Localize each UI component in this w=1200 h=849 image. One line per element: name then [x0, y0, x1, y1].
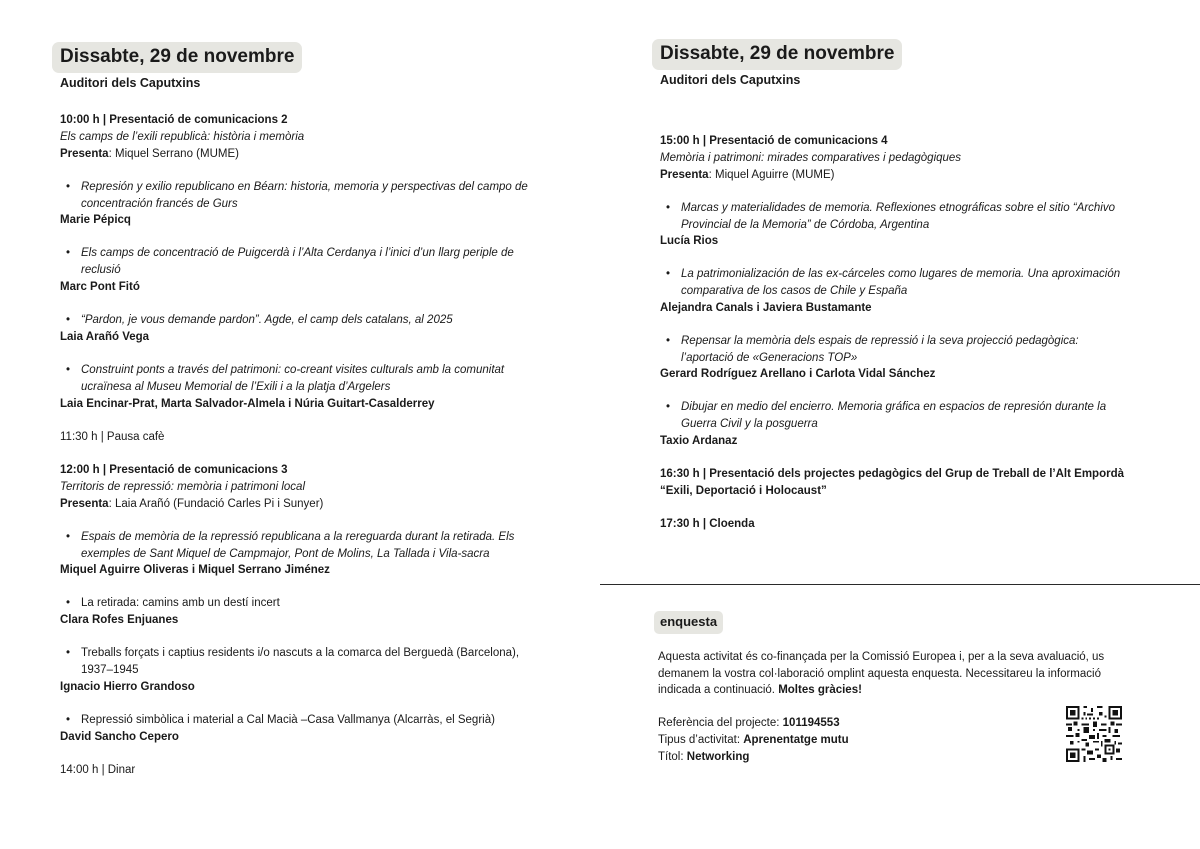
bullet-icon: •: [666, 268, 671, 280]
closing-time: 17:30 h | Cloenda: [660, 518, 755, 530]
presenter-label: Presenta: [660, 169, 709, 181]
presenter-name: : Laia Arañó (Fundació Carles Pi i Sunyer): [108, 498, 324, 510]
activity-title: [658, 749, 749, 766]
title-line: Espais de memòria de la repressió republicana a la rereguarda durant la retirada. Els: [81, 531, 515, 543]
list-item-author: Miquel Aguirre Oliveras i Miquel Serrano Jiménez: [60, 564, 330, 576]
session-subtitle: Territoris de repressió: memòria i patrimoni local: [60, 481, 305, 493]
title-line: Treballs forçats i captius residents i/o nascuts a la comarca del Berguedà (Barcelona),: [81, 647, 520, 659]
ref-value: 101194553: [782, 717, 840, 729]
session-subtitle: Memòria i patrimoni: mirades comparatives i pedagògiques: [660, 152, 962, 164]
title-line: reclusió: [81, 263, 121, 276]
projects-line: 16:30 h | Presentació dels projectes pedagògics del Grup de Treball de l’Alt Empordà: [660, 468, 1124, 480]
list-item-author: Marie Pépicq: [60, 214, 131, 226]
list-item-title: [681, 399, 1106, 432]
title-line: La patrimonialización de las ex-cárceles como lugares de memoria. Una aproximación: [681, 268, 1121, 280]
title-line: La retirada: camins amb un destí incert: [81, 597, 280, 609]
survey-text-line: Aquesta activitat és co-finançada per la Comissió Europea i, per a la seva avaluació, us: [658, 651, 1105, 663]
session-time-title: 15:00 h | Presentació de comunicacions 4: [660, 135, 888, 147]
title-line: Construint ponts a través del patrimoni: co-creant visites culturals amb la comunitat: [81, 364, 505, 376]
projects-session: [660, 466, 1124, 499]
list-item-author: Ignacio Hierro Grandoso: [60, 681, 195, 693]
bullet-icon: •: [666, 202, 671, 214]
list-item-author: Laia Encinar-Prat, Marta Salvador-Almela i Núria Guitart-Casalderrey: [60, 398, 435, 410]
title-value: Networking: [686, 751, 750, 763]
bullet-icon: •: [66, 181, 71, 193]
list-item-title: [81, 312, 453, 329]
presenter-name: : Miquel Serrano (MUME): [108, 148, 239, 160]
title-line: 1937–1945: [81, 663, 139, 676]
type-label: Tipus d’activitat:: [658, 734, 744, 746]
session-presenter: [60, 496, 323, 513]
survey-description: [658, 649, 1104, 699]
title-label: Títol:: [658, 751, 687, 763]
project-reference: [658, 715, 840, 732]
day-heading: Dissabte, 29 de novembre: [52, 42, 302, 73]
projects-line: “Exili, Deportació i Holocaust”: [660, 484, 827, 497]
survey-thanks: Moltes gràcies!: [778, 684, 862, 697]
title-line: Guerra Civil y la posguerra: [681, 417, 818, 430]
qr-code-icon[interactable]: [1066, 706, 1122, 762]
title-line: Els camps de concentració de Puigcerdà i l’Alta Cerdanya i l’inici d’un llarg periple de: [81, 247, 514, 259]
list-item-title: [81, 245, 514, 278]
title-line: “Pardon, je vous demande pardon”. Agde, el camp dels catalans, al 2025: [81, 314, 453, 326]
bullet-icon: •: [66, 597, 71, 609]
session-time-title: 12:00 h | Presentació de comunicacions 3: [60, 464, 288, 476]
title-line: Marcas y materialidades de memoria. Reflexiones etnográficas sobre el sitio “Archivo: [681, 202, 1115, 214]
list-item-author: Taxio Ardanaz: [660, 435, 738, 447]
day-heading: Dissabte, 29 de novembre: [652, 39, 902, 70]
venue: Auditori dels Caputxins: [60, 76, 201, 90]
presenter-label: Presenta: [60, 148, 109, 160]
title-line: Dibujar en medio del encierro. Memoria gráfica en espacios de represión durante la: [681, 401, 1107, 413]
title-line: Provincial de la Memoria” de Córdoba, Argentina: [681, 218, 930, 231]
session-subtitle: Els camps de l’exili republicà: història i memòria: [60, 131, 305, 143]
bullet-icon: •: [666, 401, 671, 413]
title-line: concentración francés de Gurs: [81, 197, 238, 210]
lunch-time: 14:00 h | Dinar: [60, 764, 136, 776]
list-item-title: [681, 200, 1115, 233]
title-line: l’aportació de «Generacions TOP»: [681, 351, 858, 364]
session-presenter: [660, 167, 834, 184]
survey-text-line: demanem la vostra col·laboració omplint aquesta enquesta. Necessitareu la informació: [658, 667, 1101, 680]
bullet-icon: •: [66, 314, 71, 326]
list-item-author: Marc Pont Fitó: [60, 281, 140, 293]
list-item-author: Clara Rofes Enjuanes: [60, 614, 179, 626]
title-line: Repensar la memòria dels espais de repressió i la seva projecció pedagògica:: [681, 335, 1079, 347]
list-item-title: [81, 362, 504, 395]
bullet-icon: •: [66, 531, 71, 543]
survey-text-end: indicada a continuació.: [658, 684, 779, 697]
list-item-title: [681, 333, 1079, 366]
list-item-title: [81, 179, 528, 212]
list-item-author: Lucía Rios: [660, 235, 719, 247]
bullet-icon: •: [66, 364, 71, 376]
bullet-icon: •: [66, 247, 71, 259]
bullet-icon: •: [66, 647, 71, 659]
presenter-label: Presenta: [60, 498, 109, 510]
list-item-author: David Sancho Cepero: [60, 731, 179, 743]
title-line: ucraïnesa al Museu Memorial de l’Exili i a la platja d’Argelers: [81, 380, 391, 393]
type-value: Aprenentatge mutu: [743, 734, 849, 746]
venue: Auditori dels Caputxins: [660, 73, 801, 87]
list-item-title: [681, 266, 1120, 299]
list-item-title: [81, 529, 514, 562]
list-item-title: [81, 595, 280, 612]
section-divider: [600, 584, 1200, 585]
list-item-author: Laia Arañó Vega: [60, 331, 150, 343]
activity-type: [658, 732, 849, 749]
session-time-title: 10:00 h | Presentació de comunicacions 2: [60, 114, 288, 126]
list-item-author: Gerard Rodríguez Arellano i Carlota Vidal Sánchez: [660, 368, 936, 380]
title-line: Represión y exilio republicano en Béarn: historia, memoria y perspectivas del campo de: [81, 181, 528, 193]
session-presenter: [60, 146, 239, 163]
list-item-author: Alejandra Canals i Javiera Bustamante: [660, 302, 872, 314]
title-line: exemples de Sant Miquel de Campmajor, Pont de Molins, La Tallada i Vila-sacra: [81, 547, 490, 560]
list-item-title: [81, 712, 495, 729]
list-item-title: [81, 645, 519, 678]
ref-label: Referència del projecte:: [658, 717, 783, 729]
title-line: comparativa de los casos de Chile y España: [681, 284, 908, 297]
bullet-icon: •: [66, 714, 71, 726]
survey-text-line: [658, 682, 1104, 699]
survey-tag: enquesta: [654, 611, 723, 634]
bullet-icon: •: [666, 335, 671, 347]
break-time: 11:30 h | Pausa cafè: [60, 431, 165, 443]
presenter-name: : Miquel Aguirre (MUME): [708, 169, 835, 181]
title-line: Repressió simbòlica i material a Cal Macià –Casa Vallmanya (Alcarràs, el Segrià): [81, 714, 495, 726]
